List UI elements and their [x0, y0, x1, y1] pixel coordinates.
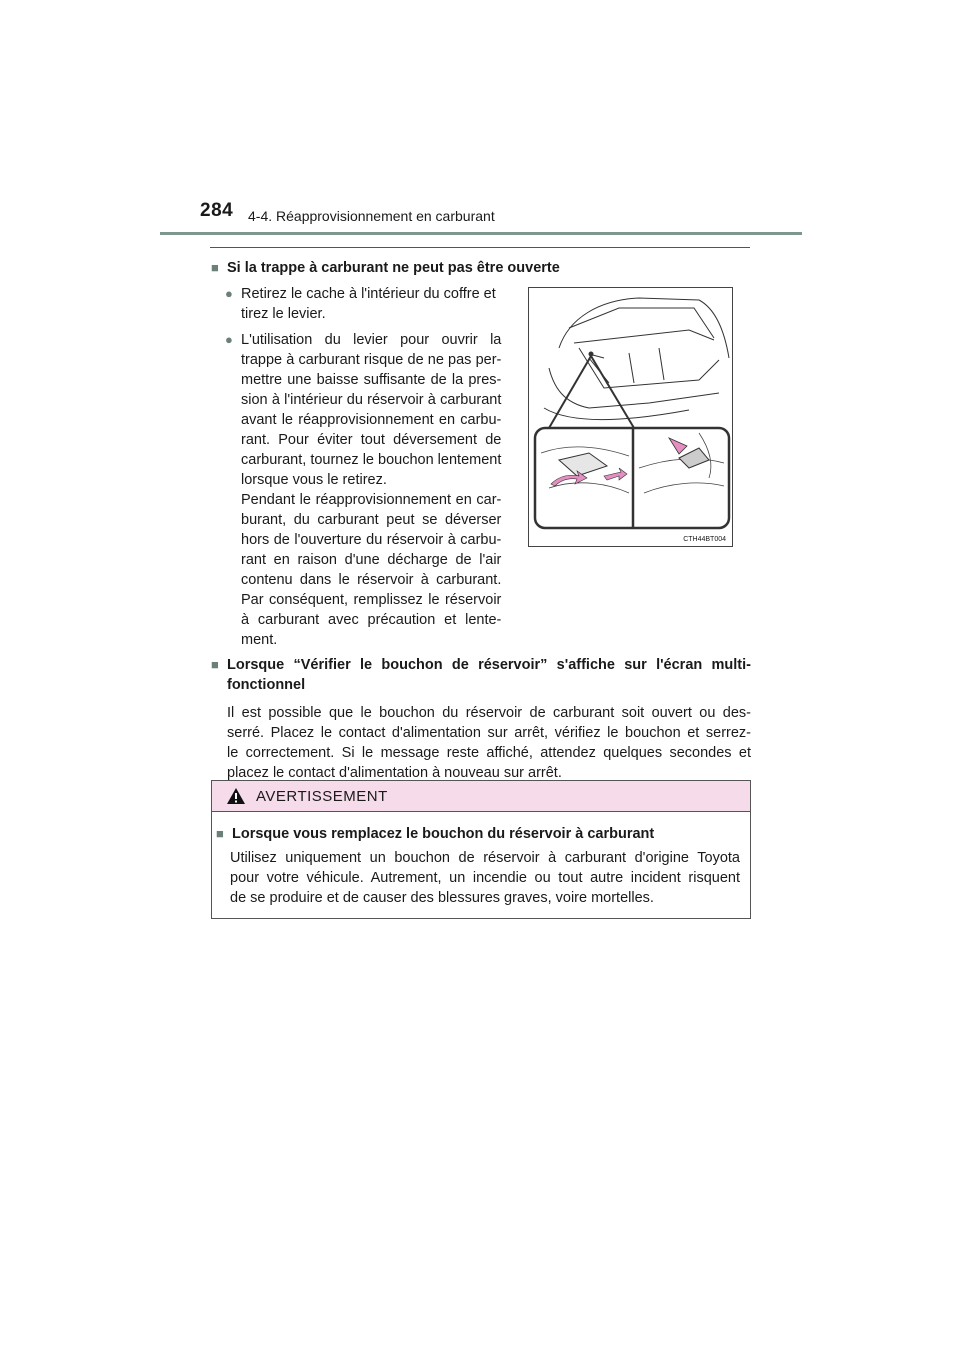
warning-heading-text: Lorsque vous remplacez le bouchon du réservoir à carburant [232, 826, 655, 842]
section-heading [211, 258, 591, 278]
warning-box [211, 780, 751, 919]
list-item [225, 284, 515, 324]
page-number: 284 [200, 200, 234, 221]
section-fuel-door [211, 258, 560, 650]
warning-triangle-icon [226, 787, 246, 805]
warning-text: Utilisez uniquement un bouchon de réservoir à carburant d'origine Toyota pour votre véhicule. Autrement, un incendie ou tout autre incident risquent de se produire et de causer des blessures graves, voire mortelles. [230, 850, 740, 906]
section-body: Il est possible que le bouchon du réservoir de carburant soit ouvert ou des- serré. Placez le contact d'alimentation sur arrêt, vérifiez le bouchon et serrez- le correctement. Si le message reste affiché, attendez quelques secondes et placez le contact d'alimentation à nouveau sur arrêt. [227, 705, 751, 781]
section-heading-text: Si la trappe à carburant ne peut pas être ouverte [227, 260, 560, 276]
car-trunk-drawing [529, 288, 732, 546]
square-bullet-icon: ■ [211, 260, 219, 275]
section-heading-text: Lorsque “Vérifier le bouchon de réservoir” s'affiche sur l'écran multi- fonctionnel [227, 657, 751, 693]
trunk-lever-illustration [528, 287, 733, 547]
circle-bullet-icon: ● [225, 286, 233, 301]
section-title: 4-4. Réapprovisionnement en carburant [248, 208, 495, 224]
list-item [225, 330, 515, 650]
square-bullet-icon: ■ [211, 657, 219, 672]
header-sub-rule [210, 247, 750, 248]
list-item-text: Retirez le cache à l'intérieur du coffre et tirez le levier. [241, 286, 496, 322]
circle-bullet-icon: ● [225, 332, 233, 347]
section-heading [211, 655, 751, 695]
warning-title: AVERTISSEMENT [256, 787, 388, 805]
list-item-text: L'utilisation du levier pour ouvrir la trappe à carburant risque de ne pas per- mettre une baisse suffisante de la pres- sion à l'intérieur du réservoir à carburant avant le réapprovisionnement en carbu- rant. Pour éviter tout déversement de carburant, tournez le bouchon lentement lorsque vous le retirez. Pendant le réapprovisionnement en car- burant, du carburant peut se déverser hors de l'ouverture du réservoir à carbu- rant en raison d'une décharge de l'air contenu dans le réservoir à carburant. Par conséquent, remplissez le réservoir à carburant avec précaution et lente- ment. [241, 332, 502, 648]
header-rule [160, 232, 802, 235]
square-bullet-icon: ■ [216, 826, 224, 841]
section-check-cap [211, 655, 751, 783]
figure-code: CTH44BT004 [683, 536, 726, 543]
warning-body [212, 812, 750, 908]
warning-header [212, 781, 750, 812]
warning-heading [216, 824, 740, 844]
